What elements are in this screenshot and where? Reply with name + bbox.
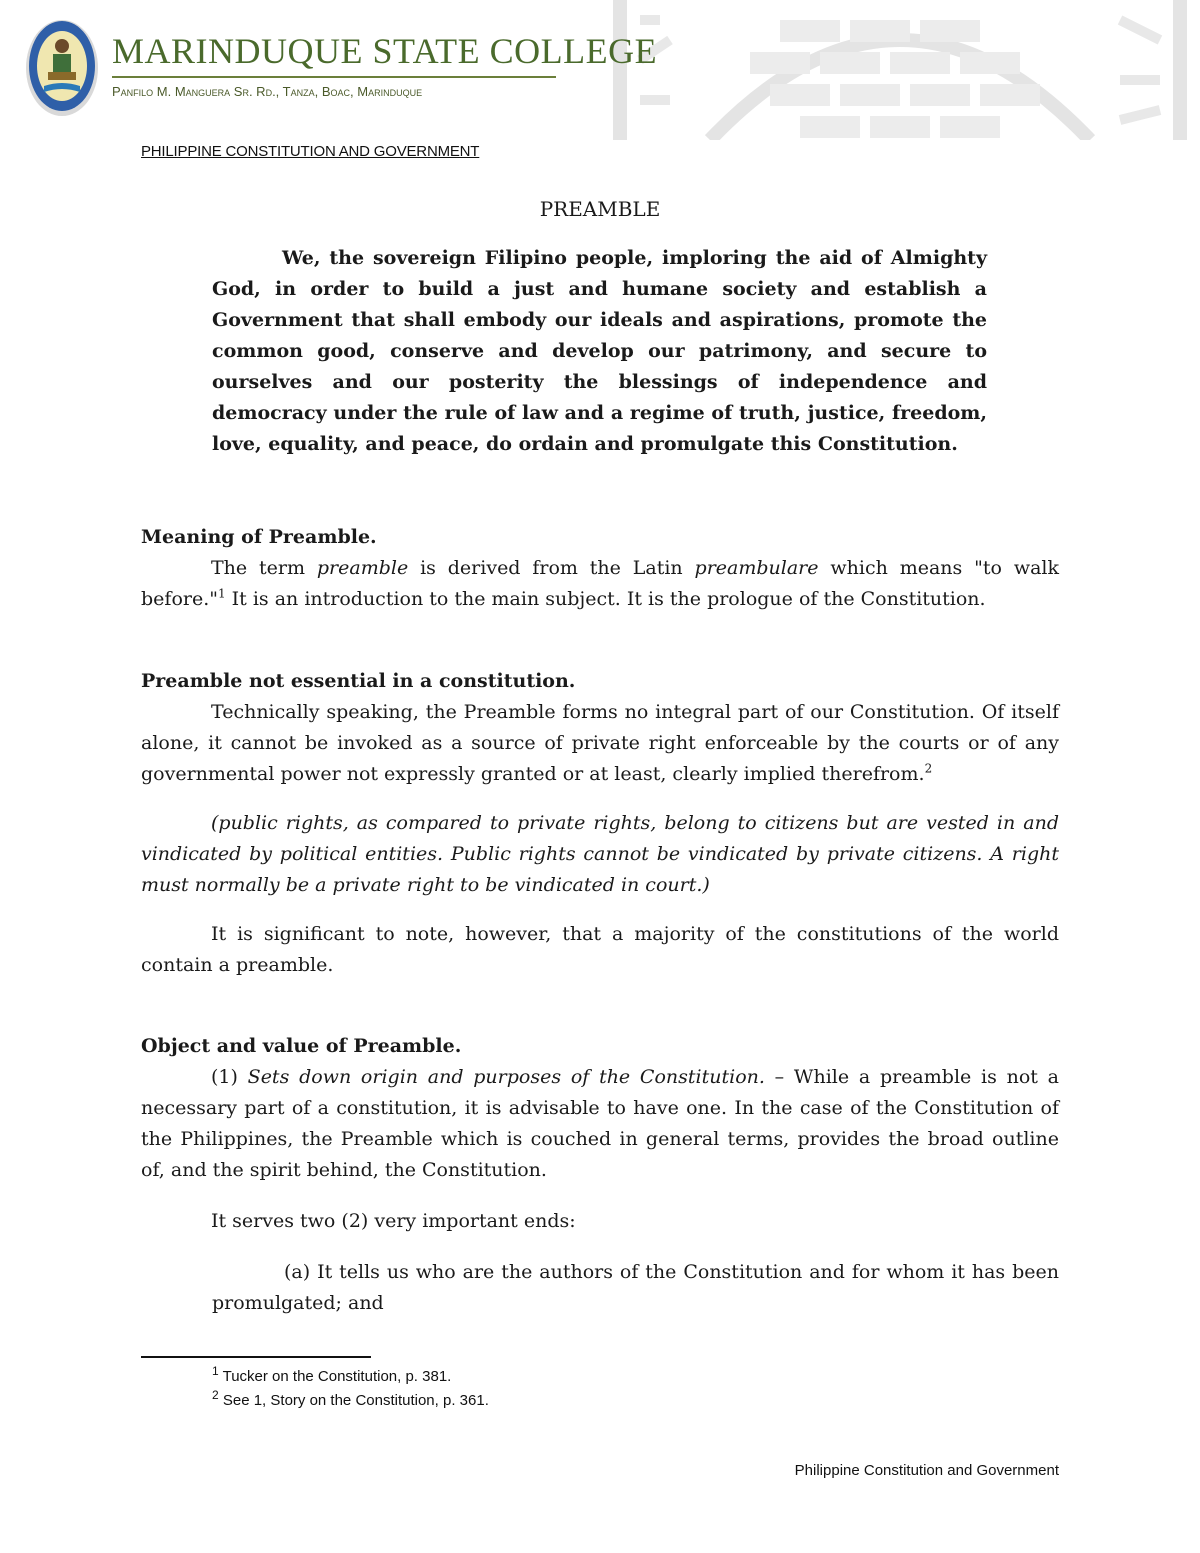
course-title: PHILIPPINE CONSTITUTION AND GOVERNMENT: [141, 143, 480, 160]
college-seal-logo: [22, 10, 102, 120]
watermark-building: [600, 0, 1200, 140]
college-name: MARINDUQUE STATE COLLEGE: [112, 31, 658, 71]
section-heading-not-essential: Preamble not essential in a constitution.: [141, 670, 576, 692]
section-heading-meaning: Meaning of Preamble.: [141, 526, 377, 548]
college-address: Panfilo M. Manguera Sr. Rd., Tanza, Boac, Marinduque: [112, 84, 423, 99]
page-footer: Philippine Constitution and Government: [794, 1462, 1059, 1479]
majority-paragraph: It is significant to note, however, that a majority of the constitutions of the world contain a preamble.: [141, 923, 1059, 976]
two-ends-paragraph: It serves two (2) very important ends:: [211, 1210, 576, 1232]
footnote-1: $^1$ Tucker on the Constitution, p. 381.: [212, 1364, 452, 1385]
meaning-paragraph: The term preamble is derived from the Latin preambulare which means "to walk before."$^1$ It is an introduction to the main subject. It is the prologue of the Constitution.: [141, 557, 1059, 610]
end-a-paragraph: (a) It tells us who are the authors of the Constitution and for whom it has been promulgated; and: [212, 1261, 1059, 1314]
not-essential-paragraph: Technically speaking, the Preamble forms no integral part of our Constitution. Of itself alone, it cannot be invoked as a source of private right enforceable by the courts or of any governmental power not expressly granted or at least, clearly implied therefrom.$^2$: [141, 701, 1059, 785]
preamble-title: PREAMBLE: [539, 197, 661, 221]
object-value-paragraph: (1) Sets down origin and purposes of the Constitution. – While a preamble is not a necessary part of a constitution, it is advisable to have one. In the case of the Constitution of the Philippines, the Preamble which is couched in general terms, provides the broad outline of, and the spirit behind, the Constitution.: [141, 1066, 1059, 1181]
footnote-separator: [141, 1356, 371, 1358]
document-body: [141, 194, 1059, 1319]
footnotes: [212, 1365, 489, 1413]
public-rights-note: (public rights, as compared to private rights, belong to citizens but are vested in and vindicated by political entities. Public rights cannot be vindicated by private citizens. A right must normally be a private right to be vindicated in court.): [141, 812, 1059, 896]
footnote-ref-2: 2: [924, 761, 933, 776]
footnote-2: $^2$ See 1, Story on the Constitution, p. 361.: [212, 1388, 489, 1409]
footnote-ref-1: 1: [217, 586, 226, 601]
preamble-text: We, the sovereign Filipino people, imploring the aid of Almighty God, in order to build a just and humane society and establish a Government that shall embody our ideals and aspirations, promote the common good, conserve and develop our patrimony, and secure to ourselves and our posterity the blessings of independence and democracy under the rule of law and a regime of truth, justice, freedom, love, equality, and peace, do ordain and promulgate this Constitution.: [212, 247, 987, 455]
section-heading-object-value: Object and value of Preamble.: [141, 1035, 462, 1057]
header-divider: [112, 76, 556, 78]
